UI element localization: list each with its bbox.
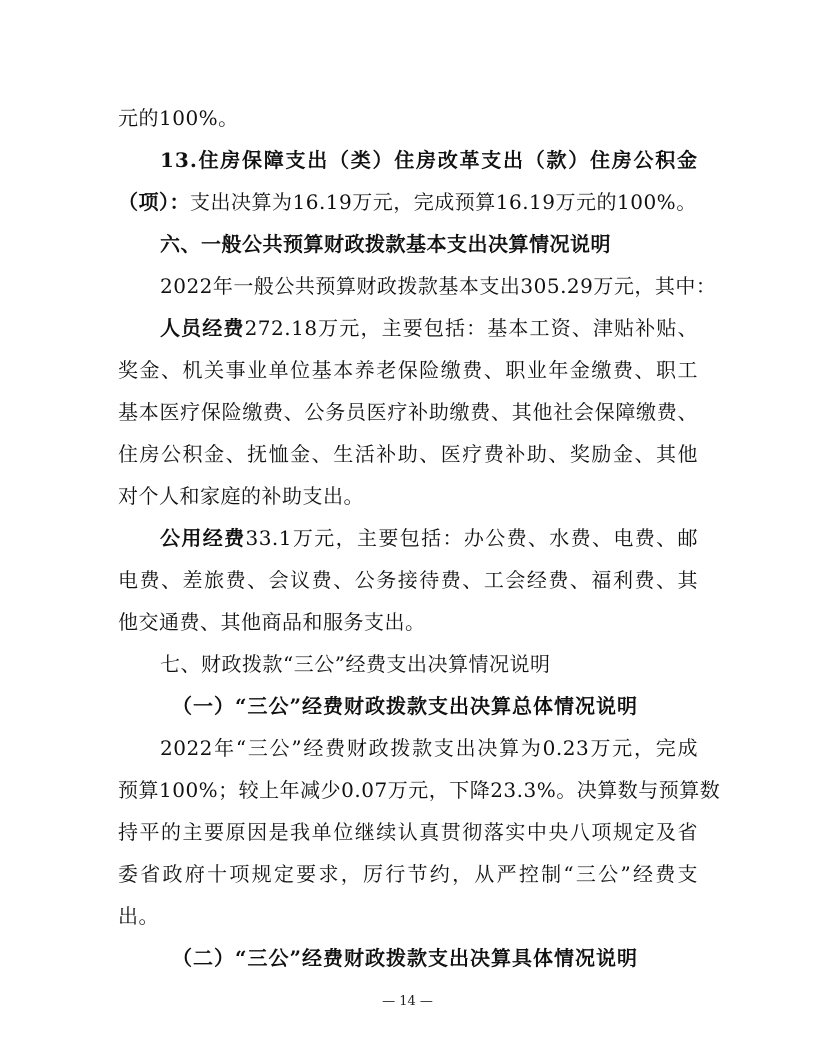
section-heading-6 xyxy=(160,232,698,256)
text-run: 七、财政拨款“三公”经费支出决算情况说明 xyxy=(160,652,551,676)
section-heading-13 xyxy=(160,148,698,172)
paragraph-line xyxy=(118,484,698,508)
paragraph-line xyxy=(118,778,721,802)
text-run: 出。 xyxy=(118,904,159,928)
paragraph-line xyxy=(118,862,698,886)
subsection-heading-1 xyxy=(172,694,672,718)
text-run: 六、一般公共预算财政拨款基本支出决算情况说明 xyxy=(160,232,611,256)
text-run: 他交通费、其他商品和服务支出。 xyxy=(118,610,426,634)
paragraph-line xyxy=(118,904,698,928)
text-run: 持平的主要原因是我单位继续认真贯彻落实中央八项规定及省 xyxy=(118,820,698,844)
paragraph-line xyxy=(118,820,698,844)
paragraph-line xyxy=(160,274,717,298)
text-run: （一）“三公”经费财政拨款支出决算总体情况说明 xyxy=(172,694,639,718)
bold-run: 人员经费 xyxy=(160,316,245,340)
text-run: 住房公积金、抚恤金、生活补助、医疗费补助、奖励金、其他 xyxy=(118,442,698,466)
paragraph-line xyxy=(118,442,698,466)
text-run: 预算100%；较上年减少0.07万元，下降23.3%。决算数与预算数 xyxy=(118,778,721,802)
paragraph-line xyxy=(118,190,698,214)
paragraph-line xyxy=(118,568,698,592)
text-run: 委省政府十项规定要求，厉行节约，从严控制“三公”经费支 xyxy=(118,862,698,886)
text-run: 对个人和家庭的补助支出。 xyxy=(118,484,364,508)
section-heading-7 xyxy=(160,652,698,676)
bold-run: （项）： xyxy=(118,190,190,214)
paragraph-line xyxy=(118,610,698,634)
paragraph-line xyxy=(160,316,698,340)
text-run: 2022年“三公”经费财政拨款支出决算为0.23万元，完成 xyxy=(160,736,698,760)
text-run: 272.18万元，主要包括：基本工资、津贴补贴、 xyxy=(244,316,699,340)
text-run: 33.1万元，主要包括：办公费、水费、电费、邮 xyxy=(245,526,699,550)
text-run: 基本医疗保险缴费、公务员医疗补助缴费、其他社会保障缴费、 xyxy=(118,400,698,424)
text-run: 电费、差旅费、会议费、公务接待费、工会经费、福利费、其 xyxy=(118,568,698,592)
paragraph-line xyxy=(118,358,698,382)
paragraph-line xyxy=(160,526,698,550)
text-run: （二）“三公”经费财政拨款支出决算具体情况说明 xyxy=(172,946,639,970)
bold-run: 公用经费 xyxy=(160,526,246,550)
subsection-heading-2 xyxy=(172,946,672,970)
text-run: 支出决算为16.19万元，完成预算16.19万元的100%。 xyxy=(190,190,697,214)
text-run: 奖金、机关事业单位基本养老保险缴费、职业年金缴费、职工 xyxy=(118,358,698,382)
paragraph-line xyxy=(118,400,698,424)
text-run: 元的100%。 xyxy=(118,106,239,130)
page-number: — 14 — xyxy=(382,994,433,1009)
paragraph-line xyxy=(160,736,698,760)
text-run: 2022年一般公共预算财政拨款基本支出305.29万元，其中： xyxy=(160,274,717,298)
text-run: 13.住房保障支出（类）住房改革支出（款）住房公积金 xyxy=(160,148,698,172)
paragraph-line xyxy=(118,106,698,130)
